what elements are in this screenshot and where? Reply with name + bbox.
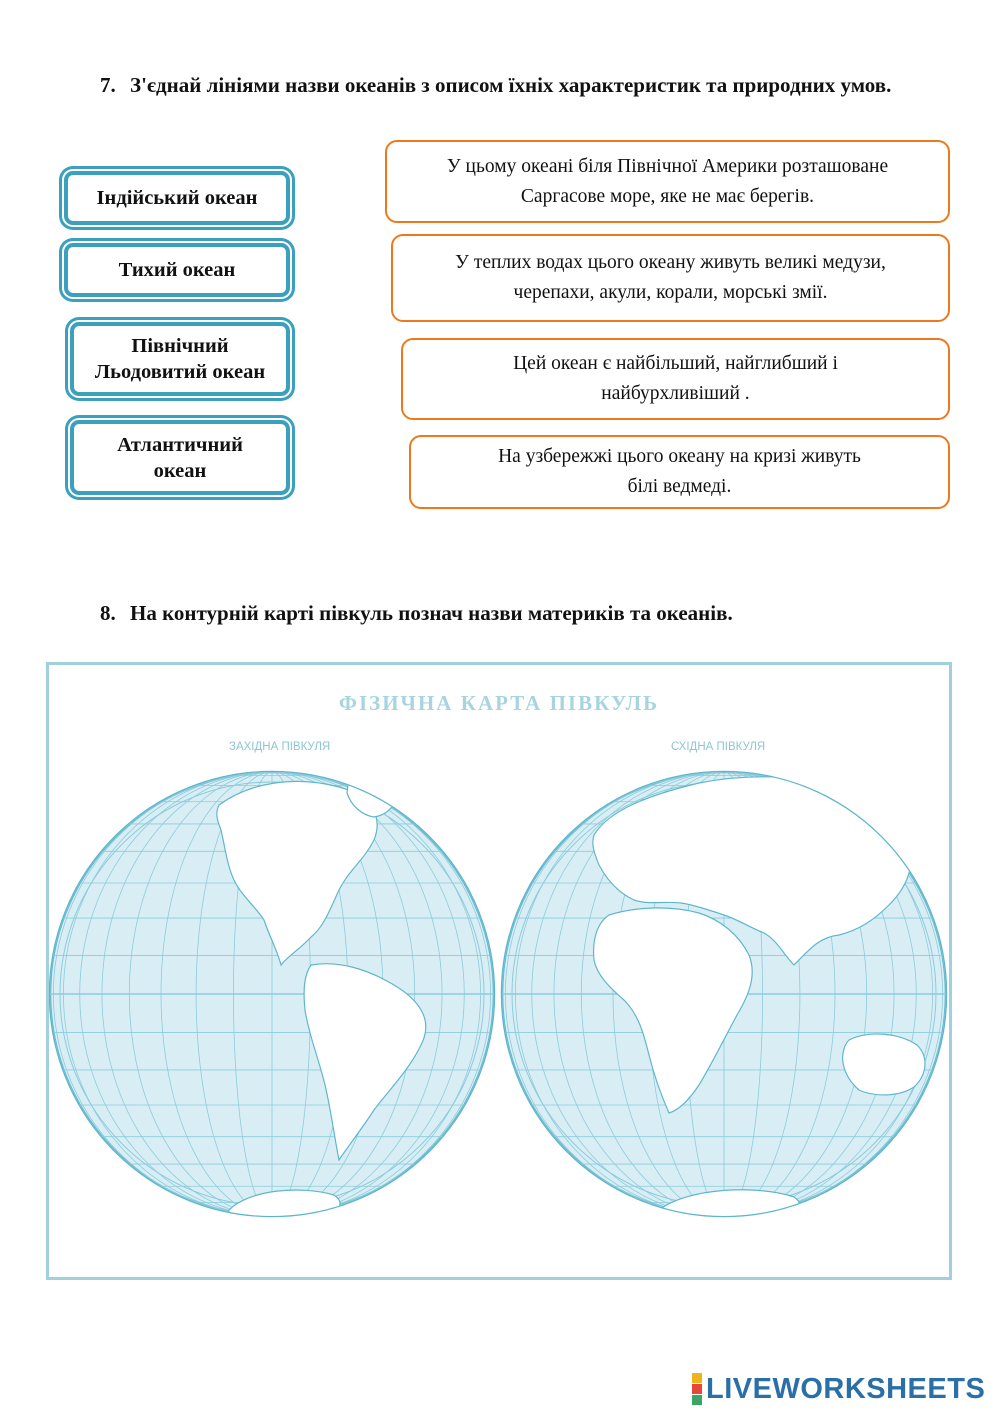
hemispheres-map <box>46 662 952 1280</box>
map-title: ФІЗИЧНА КАРТА ПІВКУЛЬ <box>338 691 660 715</box>
description-box-sargasso[interactable]: У цьому океані біля Північної Америки розташоване Саргасове море, яке не має берегів. <box>385 140 950 223</box>
logo-mark-icon <box>692 1373 702 1405</box>
description-box-jellyfish[interactable]: У теплих водах цього океану живуть великі медузи, черепахи, акули, корали, морські змії. <box>391 234 950 322</box>
task8-title <box>100 598 940 629</box>
description-box-largest[interactable]: Цей океан є найбільший, найглибший і найбурхливіший . <box>401 338 950 420</box>
ocean-box-indian[interactable]: Індійський океан <box>64 171 290 225</box>
description-box-polar-bears[interactable]: На узбережжі цього океану на кризі живуть білі ведмеді. <box>409 435 950 509</box>
task8-number: 8. <box>100 601 116 625</box>
ocean-box-pacific[interactable]: Тихий океан <box>64 243 290 297</box>
western-hemisphere <box>50 770 494 1221</box>
liveworksheets-logo <box>692 1371 985 1407</box>
ocean-box-arctic[interactable]: Північний Льодовитий океан <box>70 322 290 396</box>
australia-outline <box>843 1034 925 1095</box>
task7-text: З'єднай лініями назви океанів з описом їхніх характеристик та природних умов. <box>130 73 892 97</box>
task8-text: На контурній карті півкуль познач назви материків та океанів. <box>130 601 733 625</box>
ocean-box-atlantic[interactable]: Атлантичний океан <box>70 420 290 495</box>
eastern-hemisphere <box>502 772 946 1221</box>
task7-title <box>100 70 940 101</box>
logo-text: LIVEWORKSHEETS <box>706 1372 986 1405</box>
task7-number: 7. <box>100 73 116 97</box>
eastern-hemisphere-label: СХІДНА ПІВКУЛЯ <box>671 741 766 753</box>
hemispheres-map-drawing <box>49 665 949 1277</box>
western-hemisphere-label: ЗАХІДНА ПІВКУЛЯ <box>229 741 331 753</box>
